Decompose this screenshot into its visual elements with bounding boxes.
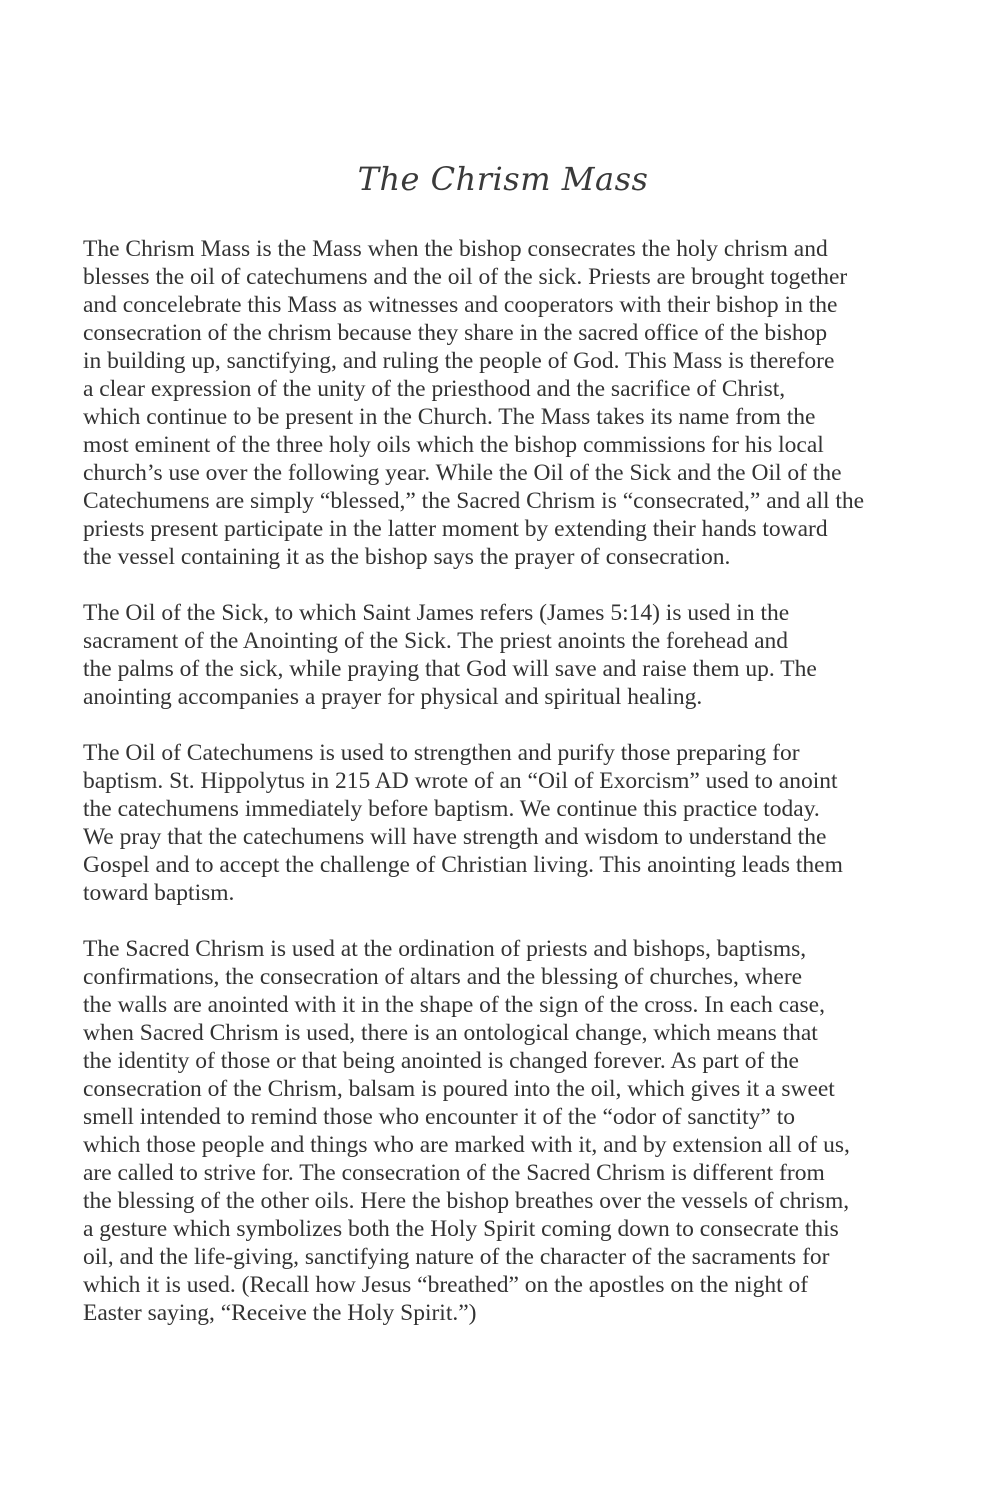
- text-line: consecration of the chrism because they share in the sacred office of the bishop: [83, 320, 828, 346]
- text-line: Gospel and to accept the challenge of Christian living. This anointing leads them: [83, 852, 843, 878]
- text-line: and concelebrate this Mass as witnesses and cooperators with their bishop in the: [83, 292, 838, 318]
- text-line: We pray that the catechumens will have strength and wisdom to understand the: [83, 824, 827, 850]
- text-line: blesses the oil of catechumens and the oil of the sick. Priests are brought together: [83, 264, 848, 290]
- text-line: sacrament of the Anointing of the Sick. The priest anoints the forehead and: [83, 628, 789, 654]
- text-line: the walls are anointed with it in the shape of the sign of the cross. In each case,: [83, 992, 825, 1018]
- text-line: The Sacred Chrism is used at the ordination of priests and bishops, baptisms,: [83, 936, 807, 962]
- document-body: [83, 235, 923, 1355]
- text-line: anointing accompanies a prayer for physical and spiritual healing.: [83, 684, 703, 710]
- text-line: baptism. St. Hippolytus in 215 AD wrote of an “Oil of Exorcism” used to anoint: [83, 768, 838, 794]
- text-line: The Oil of Catechumens is used to strengthen and purify those preparing for: [83, 740, 800, 766]
- text-line: the identity of those or that being anointed is changed forever. As part of the: [83, 1048, 799, 1074]
- text-line: church’s use over the following year. While the Oil of the Sick and the Oil of the: [83, 460, 842, 486]
- text-line: the blessing of the other oils. Here the bishop breathes over the vessels of chrism,: [83, 1188, 850, 1214]
- text-line: smell intended to remind those who encounter it of the “odor of sanctity” to: [83, 1104, 795, 1130]
- text-line: the catechumens immediately before baptism. We continue this practice today.: [83, 796, 820, 822]
- text-line: most eminent of the three holy oils which the bishop commissions for his local: [83, 432, 824, 458]
- text-line: The Oil of the Sick, to which Saint James refers (James 5:14) is used in the: [83, 600, 790, 626]
- text-line: which it is used. (Recall how Jesus “breathed” on the apostles on the night of: [83, 1272, 809, 1298]
- text-line: which continue to be present in the Church. The Mass takes its name from the: [83, 404, 816, 430]
- text-line: The Chrism Mass is the Mass when the bishop consecrates the holy chrism and: [83, 236, 828, 262]
- text-line: consecration of the Chrism, balsam is poured into the oil, which gives it a sweet: [83, 1076, 835, 1102]
- text-line: Easter saying, “Receive the Holy Spirit.”): [83, 1300, 477, 1326]
- paragraph-oil-of-catechumens: [83, 739, 923, 907]
- text-line: confirmations, the consecration of altars and the blessing of churches, where: [83, 964, 803, 990]
- text-line: the palms of the sick, while praying that God will save and raise them up. The: [83, 656, 817, 682]
- text-line: are called to strive for. The consecration of the Sacred Chrism is different from: [83, 1160, 825, 1186]
- text-line: when Sacred Chrism is used, there is an ontological change, which means that: [83, 1020, 818, 1046]
- text-line: toward baptism.: [83, 880, 235, 906]
- page-title: The Chrism Mass: [357, 160, 649, 198]
- text-line: Catechumens are simply “blessed,” the Sacred Chrism is “consecrated,” and all the: [83, 488, 865, 514]
- text-line: a gesture which symbolizes both the Holy Spirit coming down to consecrate this: [83, 1216, 839, 1242]
- text-line: which those people and things who are marked with it, and by extension all of us,: [83, 1132, 850, 1158]
- text-line: the vessel containing it as the bishop says the prayer of consecration.: [83, 544, 731, 570]
- text-line: priests present participate in the latter moment by extending their hands toward: [83, 516, 828, 542]
- text-line: in building up, sanctifying, and ruling the people of God. This Mass is therefore: [83, 348, 835, 374]
- paragraph-oil-of-the-sick: [83, 599, 923, 711]
- text-line: a clear expression of the unity of the priesthood and the sacrifice of Christ,: [83, 376, 786, 402]
- paragraph-sacred-chrism: [83, 935, 923, 1327]
- text-line: oil, and the life-giving, sanctifying nature of the character of the sacraments for: [83, 1244, 830, 1270]
- paragraph-chrism-mass-intro: [83, 235, 923, 571]
